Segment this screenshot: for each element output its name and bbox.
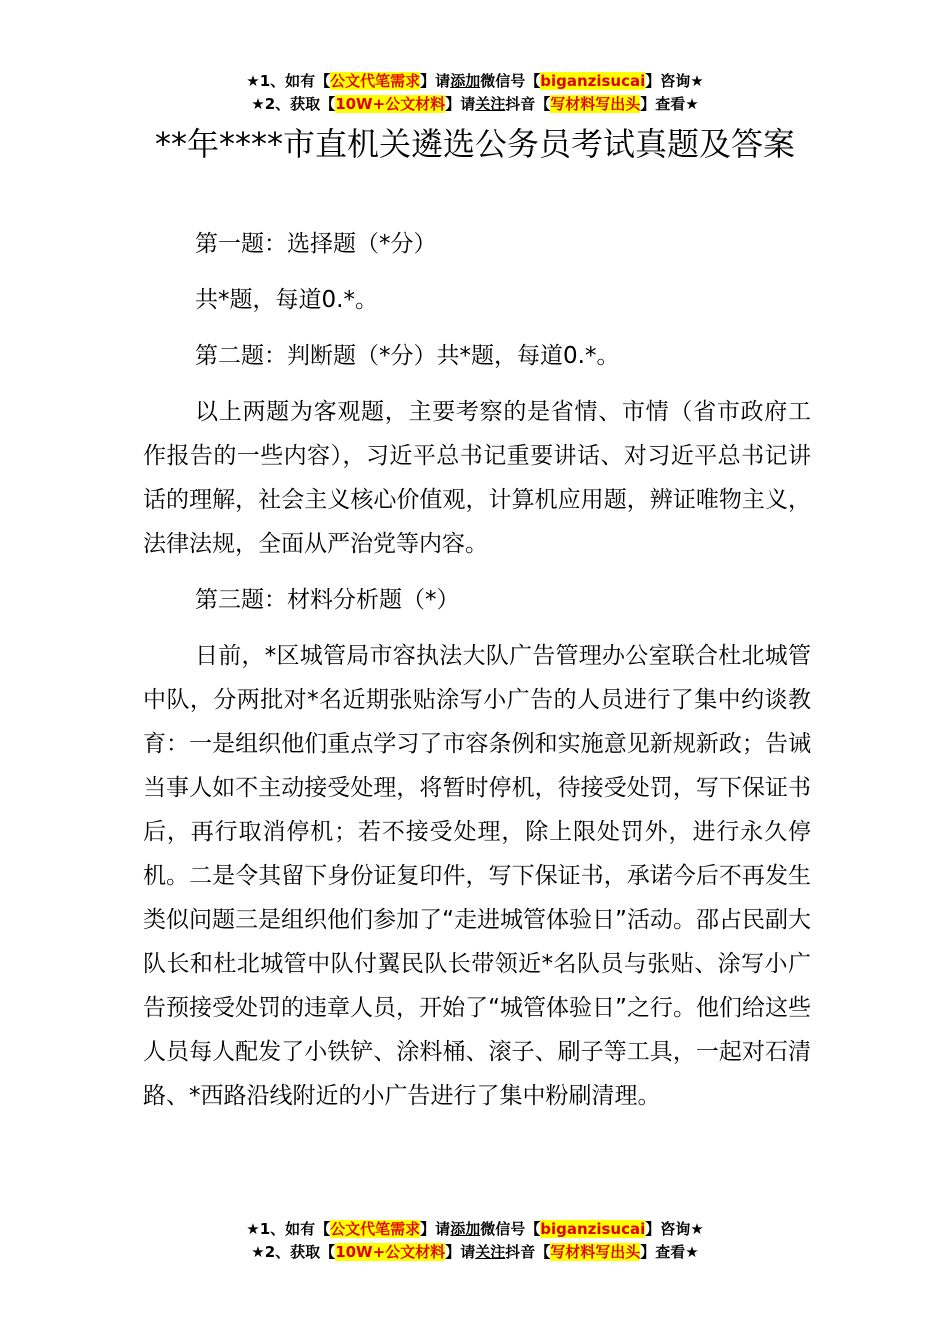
banner-text: 抖音【 [505,95,551,113]
banner-text: ★1、如有【 [246,72,331,90]
banner-text: ★2、获取【 [251,1243,336,1261]
banner-line-2 [0,93,950,116]
banner-text: 微信号【 [480,1220,541,1238]
bottom-banner [0,1218,950,1264]
banner-highlight: biganzisucai [540,72,646,90]
banner-text: ★2、获取【 [251,95,336,113]
banner-text: 】请 [445,95,476,113]
paragraph: 第一题：选择题（*分） [195,231,437,257]
document-body [143,222,811,1118]
paragraph: 以上两题为客观题，主要考察的是省情、市情（省市政府工作报告的一些内容），习近平总书记重要讲话、对习近平总书记讲话的理解，社会主义核心价值观，计算机应用题，辨证唯物主义，法律法规，全面从严治党等内容。 [143,399,811,557]
document-title: **年****市直机关遴选公务员考试真题及答案 [154,125,795,163]
banner-text: 】咨询★ [645,1220,704,1238]
banner-text: 】请 [420,1220,451,1238]
banner-highlight: 公文代笔需求 [330,1220,421,1238]
paragraph: 共*题，每道0.*。 [195,287,378,313]
banner-line-1 [0,1218,950,1241]
banner-text: ★1、如有【 [246,1220,331,1238]
banner-highlight: 10W+公文材料 [335,1243,446,1261]
banner-text: 微信号【 [480,72,541,90]
top-banner [0,70,950,116]
banner-text: 】咨询★ [645,72,704,90]
banner-underline: 关注 [475,1243,506,1261]
paragraph: 日前，*区城管局市容执法大队广告管理办公室联合杜北城管中队，分两批对*名近期张贴涂写小广告的人员进行了集中约谈教育：一是组织他们重点学习了市容条例和实施意见新规新政；告诫当事人如不主动接受处理，将暂时停机，待接受处罚，写下保证书后，再行取消停机；若不接受处理，除上限处罚外，进行永久停机。二是令其留下身份证复印件，写下保证书，承诺今后不再发生类似问题三是组织他们参加了“走进城管体验日”活动。邵占民副大队长和杜北城管中队付翼民队长带领近*名队员与张贴、涂写小广告预接受处罚的违章人员，开始了“城管体验日”之行。他们给这些人员每人配发了小铁铲、涂料桶、滚子、刷子等工具，一起对石清路、*西路沿线附近的小广告进行了集中粉刷清理。 [143,643,811,1109]
banner-text: 】请 [420,72,451,90]
banner-highlight: biganzisucai [540,1220,646,1238]
banner-underline: 添加 [450,72,481,90]
banner-text: 】查看★ [640,95,699,113]
banner-underline: 关注 [475,95,506,113]
banner-highlight: 公文代笔需求 [330,72,421,90]
banner-highlight: 写材料写出头 [550,1243,641,1261]
banner-line-2 [0,1241,950,1264]
banner-underline: 添加 [450,1220,481,1238]
paragraph: 第三题：材料分析题（*） [195,587,460,613]
paragraph: 第二题：判断题（*分）共*题，每道0.*。 [195,343,620,369]
banner-text: 抖音【 [505,1243,551,1261]
banner-highlight: 写材料写出头 [550,95,641,113]
banner-line-1 [0,70,950,93]
banner-text: 】查看★ [640,1243,699,1261]
banner-text: 】请 [445,1243,476,1261]
banner-highlight: 10W+公文材料 [335,95,446,113]
